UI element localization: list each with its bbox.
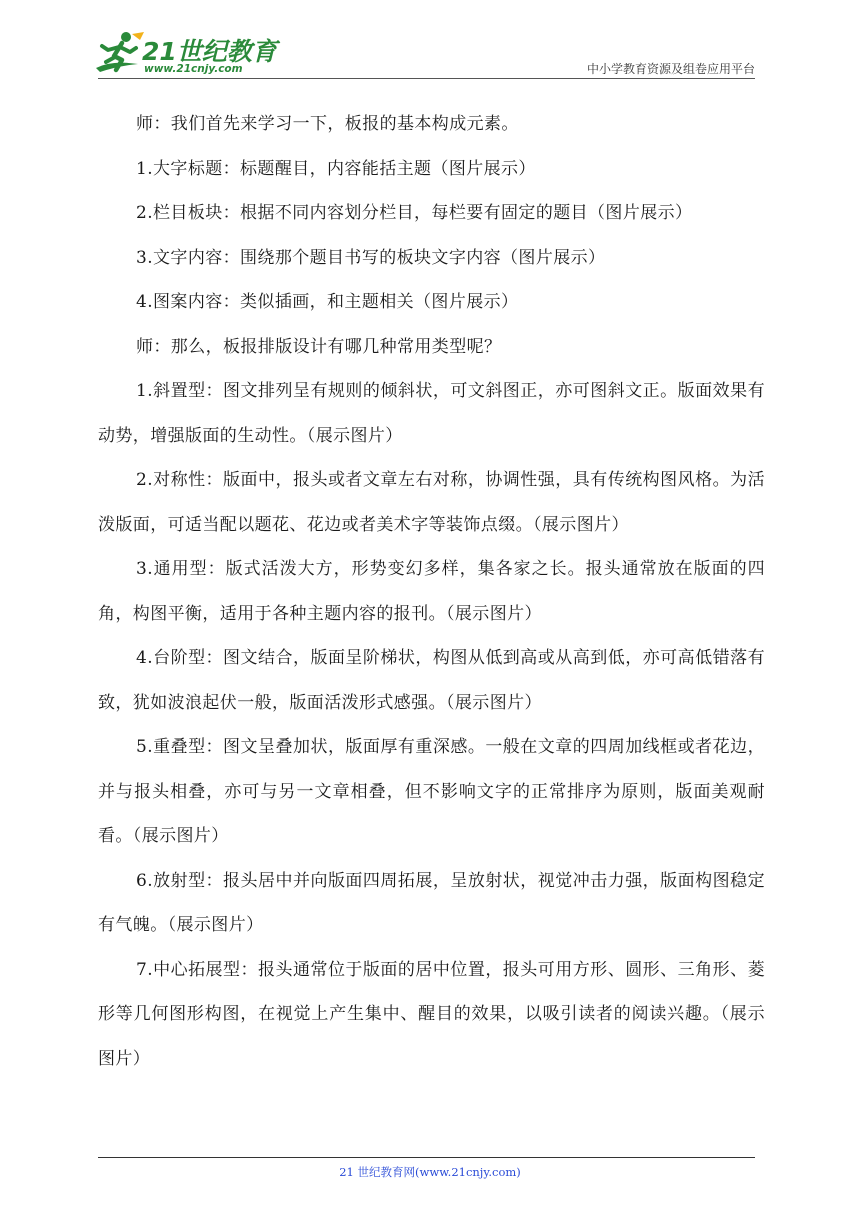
- paragraph: 师：我们首先来学习一下，板报的基本构成元素。: [136, 114, 519, 134]
- paragraph: 师：那么，板报排版设计有哪几种常用类型呢？: [136, 336, 502, 357]
- footer-divider: [98, 1157, 755, 1158]
- paragraph: 1.斜置型：图文排列呈有规则的倾斜状，可文斜图正，亦可图斜文正。版面效果有动势，增强版面的生动性。（展示图片）: [98, 381, 765, 446]
- logo-text: 21世纪教育: [142, 37, 277, 66]
- paragraph: 2.栏目板块：根据不同内容划分栏目，每栏要有固定的题目（图片展示）: [136, 203, 693, 223]
- paragraph: 6.放射型：报头居中并向版面四周拓展，呈放射状，视觉冲击力强，版面构图稳定有气魄。（展示图片）: [98, 870, 765, 935]
- site-logo[interactable]: [92, 30, 277, 78]
- paragraph: 3.文字内容：围绕那个题目书写的板块文字内容（图片展示）: [136, 247, 606, 268]
- paragraph: 7.中心拓展型：报头通常位于版面的居中位置，报头可用方形、圆形、三角形、菱形等几何图形构图，在视觉上产生集中、醒目的效果，以吸引读者的阅读兴趣。（展示图片）: [98, 959, 765, 1069]
- logo-url: www.21cnjy.com: [144, 63, 243, 75]
- page-header: [0, 0, 860, 80]
- paragraph: 2.对称性：版面中，报头或者文章左右对称，协调性强，具有传统构图风格。为活泼版面，可适当配以题花、花边或者美术字等装饰点缀。（展示图片）: [98, 470, 765, 535]
- paragraph: 5.重叠型：图文呈叠加状，版面厚有重深感。一般在文章的四周加线框或者花边，并与报头相叠，亦可与另一文章相叠，但不影响文字的正常排序为原则，版面美观耐看。（展示图片）: [98, 737, 765, 846]
- document-body: [98, 102, 765, 1081]
- footer-link[interactable]: 21 世纪教育网(www.21cnjy.com): [339, 1165, 521, 1179]
- platform-name: 中小学教育资源及组卷应用平台: [586, 62, 755, 76]
- runner-logo-icon: [92, 30, 146, 76]
- paragraph: 3.通用型：版式活泼大方，形势变幻多样，集各家之长。报头通常放在版面的四角，构图平衡，适用于各种主题内容的报刊。（展示图片）: [98, 559, 765, 624]
- paragraph: 1.大字标题：标题醒目，内容能括主题（图片展示）: [136, 158, 536, 179]
- paragraph: 4.台阶型：图文结合，版面呈阶梯状，构图从低到高或从高到低，亦可高低错落有致，犹如波浪起伏一般，版面活泼形式感强。（展示图片）: [98, 648, 765, 713]
- header-divider: [98, 78, 755, 79]
- paragraph: 4.图案内容：类似插画，和主题相关（图片展示）: [136, 292, 519, 312]
